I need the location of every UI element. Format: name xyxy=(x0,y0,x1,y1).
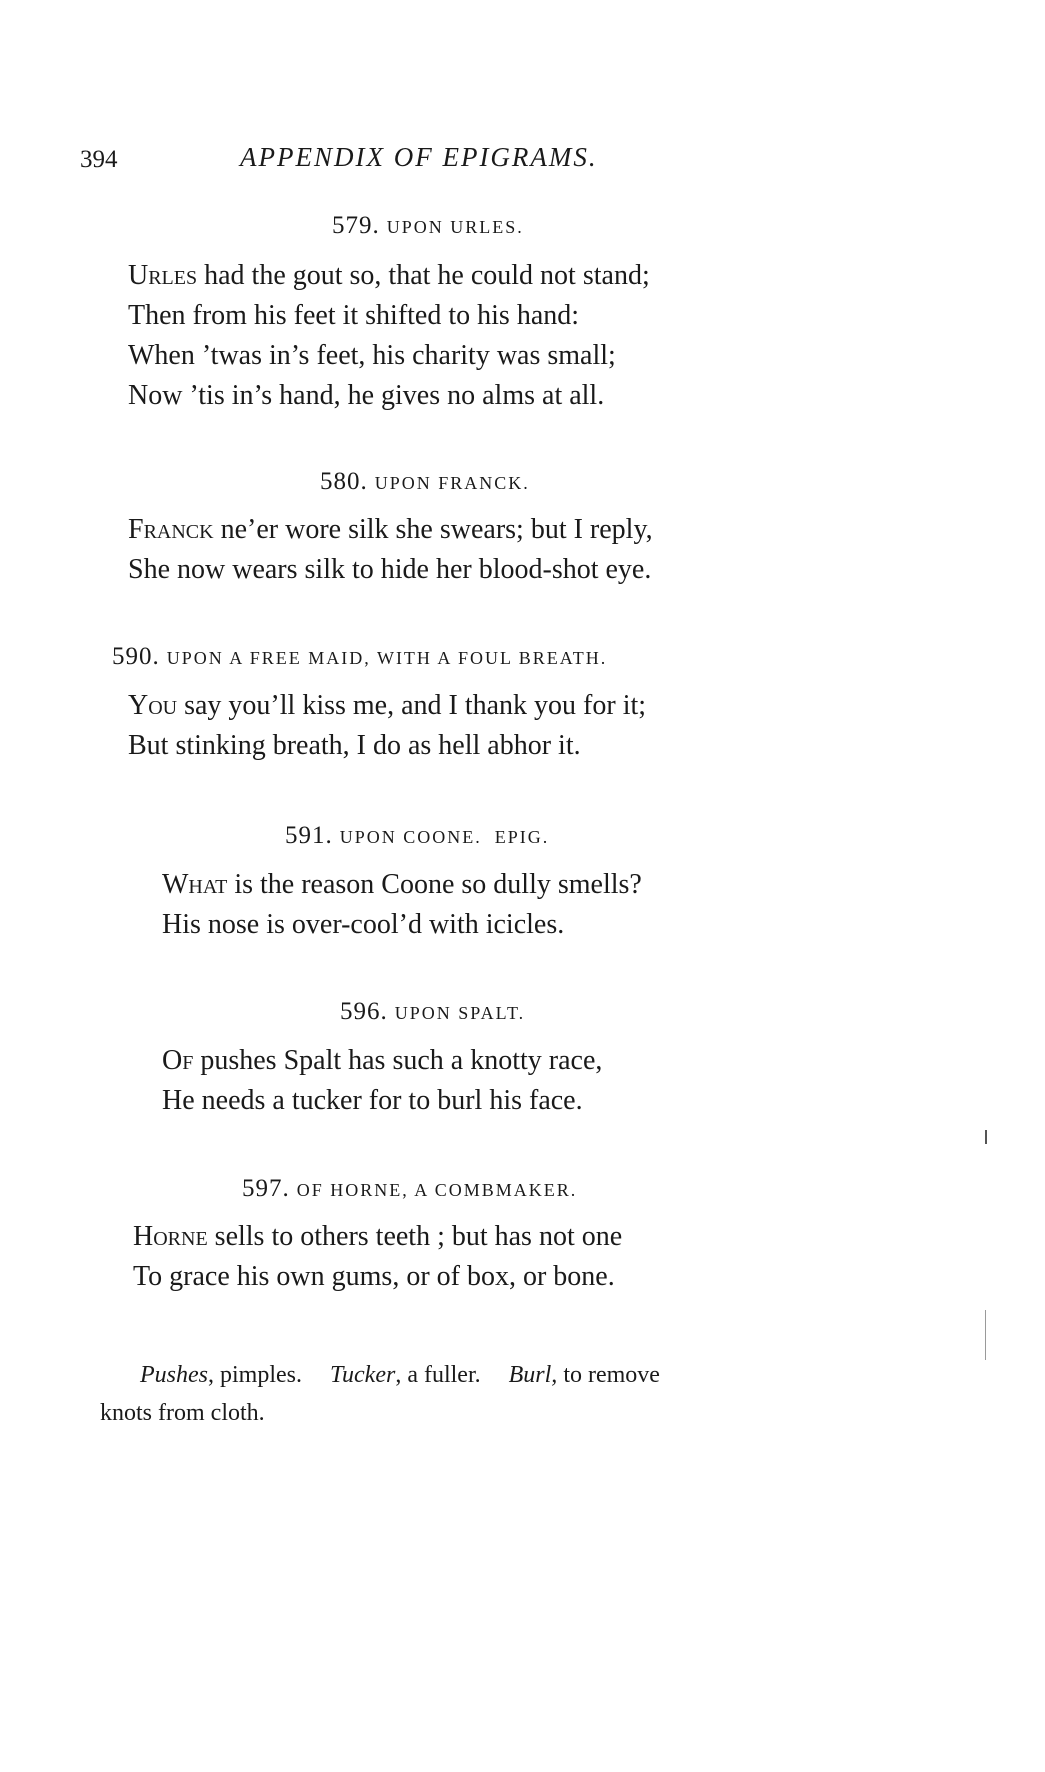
verse-line: Of pushes Spalt has such a knotty race, xyxy=(162,1045,603,1076)
epigram-number: 580. xyxy=(320,468,368,495)
verse-line: But stinking breath, I do as hell abhor it. xyxy=(128,730,581,761)
epigram-verse xyxy=(162,865,642,945)
verse-line: To grace his own gums, or of box, or bone. xyxy=(133,1261,615,1292)
note-term: Tucker xyxy=(330,1362,396,1388)
verse-line: His nose is over-cool’d with icicles. xyxy=(162,909,565,940)
epigram-number: 590. xyxy=(112,643,160,670)
epigram-verse xyxy=(128,686,646,766)
note-line: knots from cloth. xyxy=(100,1400,265,1426)
verse-line: He needs a tucker for to burl his face. xyxy=(162,1085,583,1116)
verse-line: Urles had the gout so, that he could not stand; xyxy=(128,260,650,291)
epigram-verse xyxy=(128,510,653,590)
verse-line: Horne sells to others teeth ; but has not one xyxy=(133,1221,623,1252)
epigram-number: 591. xyxy=(285,822,333,849)
epigram-title: UPON COONE. EPIG. xyxy=(339,827,550,847)
running-title: APPENDIX OF EPIGRAMS. xyxy=(240,142,598,172)
page-header xyxy=(80,142,900,182)
epigram-heading xyxy=(242,1175,577,1203)
note-definition: , pimples. xyxy=(208,1362,302,1388)
epigram-heading xyxy=(340,998,525,1026)
note-definition: , a fuller. xyxy=(395,1362,481,1388)
epigram-heading xyxy=(332,212,524,240)
epigram-title: OF HORNE, A COMBMAKER. xyxy=(296,1180,578,1200)
epigram-title: UPON URLES. xyxy=(386,217,524,237)
epigram-heading xyxy=(285,822,549,850)
epigram-number: 596. xyxy=(340,998,388,1025)
epigram-title: UPON A FREE MAID, WITH A FOUL BREATH. xyxy=(166,648,608,668)
note-term: Pushes xyxy=(140,1362,208,1388)
epigram-title: UPON SPALT. xyxy=(394,1003,526,1023)
epigram-verse xyxy=(162,1041,602,1121)
epigram-heading xyxy=(320,468,530,496)
scan-mark xyxy=(985,1310,986,1360)
epigram-title: UPON FRANCK. xyxy=(374,473,530,493)
verse-line: You say you’ll kiss me, and I thank you for it; xyxy=(128,690,647,721)
page-number: 394 xyxy=(80,146,118,173)
verse-line: When ’twas in’s feet, his charity was small; xyxy=(128,340,616,371)
verse-line: What is the reason Coone so dully smells? xyxy=(162,869,642,900)
epigram-number: 597. xyxy=(242,1175,290,1202)
note-term: Burl, xyxy=(508,1362,558,1388)
scan-mark xyxy=(985,1130,987,1144)
epigram-number: 579. xyxy=(332,212,380,239)
verse-line: She now wears silk to hide her blood-shot eye. xyxy=(128,554,652,585)
epigram-verse xyxy=(128,256,650,416)
epigram-verse xyxy=(133,1217,622,1297)
verse-line: Now ’tis in’s hand, he gives no alms at all. xyxy=(128,380,605,411)
note-line xyxy=(100,1356,860,1394)
epigram-heading xyxy=(112,643,607,671)
glossary-notes xyxy=(100,1356,860,1432)
verse-line: Franck ne’er wore silk she swears; but I reply, xyxy=(128,514,653,545)
verse-line: Then from his feet it shifted to his hand: xyxy=(128,300,580,331)
note-definition: to remove xyxy=(557,1362,660,1388)
